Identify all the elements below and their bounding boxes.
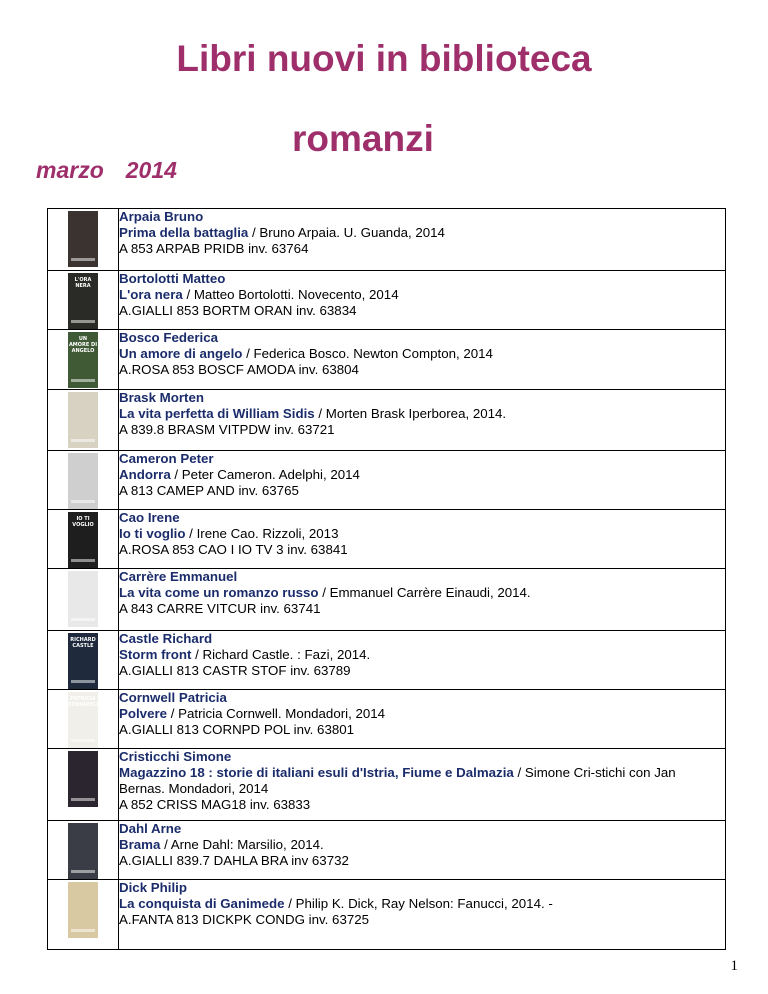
book-cover-image [68, 882, 98, 938]
book-cover-label: L'ORA NERA [74, 277, 92, 289]
book-title-line [119, 467, 725, 483]
book-info-cell [119, 390, 726, 451]
book-cover-cell [48, 451, 119, 510]
book-call-number: A.ROSA 853 CAO I IO TV 3 inv. 63841 [119, 542, 348, 557]
book-cover-label: IO TI VOGLIO [72, 516, 94, 528]
book-cover-label: RICHARD CASTLE [70, 637, 96, 649]
book-cover-image [68, 751, 98, 807]
book-entry-row [48, 390, 726, 451]
book-title-line [119, 526, 725, 542]
section-title: romanzi [292, 118, 434, 159]
book-cover-image [68, 823, 98, 879]
book-title: Andorra [119, 467, 171, 482]
book-author: Bosco Federica [119, 330, 219, 345]
book-list-table [47, 208, 726, 950]
book-info-cell [119, 330, 726, 390]
book-author: Dick Philip [119, 880, 187, 895]
book-call-number: A.GIALLI 853 BORTM ORAN inv. 63834 [119, 303, 357, 318]
book-cover-cell [48, 390, 119, 451]
book-publisher: / Matteo Bortolotti. Novecento, 2014 [182, 287, 399, 302]
book-title: Polvere [119, 706, 168, 721]
book-publisher: / Patricia Cornwell. Mondadori, 2014 [167, 706, 386, 721]
book-cover-image [68, 633, 98, 689]
book-publisher: / Simone Cri-stichi con Jan Bernas. Mondadori, 2014 [119, 765, 676, 796]
book-cover-cell [48, 271, 119, 330]
book-cover-image [68, 512, 98, 568]
issue-date [36, 157, 199, 184]
book-entry-row [48, 209, 726, 271]
book-entry-row [48, 631, 726, 690]
book-cover-cell [48, 209, 119, 271]
book-author: Castle Richard [119, 631, 213, 646]
book-title-line [119, 287, 725, 303]
book-info-cell [119, 821, 726, 880]
book-cover-image [68, 332, 98, 388]
book-entry-row [48, 880, 726, 950]
book-entry-row [48, 330, 726, 390]
book-call-number: A 852 CRISS MAG18 inv. 63833 [119, 797, 311, 812]
book-cover-image [68, 453, 98, 509]
book-cover-cell [48, 330, 119, 390]
book-info-cell [119, 510, 726, 569]
book-author: Cristicchi Simone [119, 749, 232, 764]
book-info-cell [119, 880, 726, 950]
book-title: Io ti voglio [119, 526, 186, 541]
page-number: 1 [730, 958, 738, 974]
book-publisher: / Philip K. Dick, Ray Nelson: Fanucci, 2014. - [284, 896, 553, 911]
book-call-number: A.FANTA 813 DICKPK CONDG inv. 63725 [119, 912, 370, 927]
book-title: Brama [119, 837, 161, 852]
book-entry-row [48, 690, 726, 749]
book-info-cell [119, 631, 726, 690]
book-title: La vita come un romanzo russo [119, 585, 319, 600]
issue-year: 2014 [125, 157, 177, 183]
book-title: Prima della battaglia [119, 225, 249, 240]
book-publisher: / Irene Cao. Rizzoli, 2013 [185, 526, 339, 541]
book-author: Cameron Peter [119, 451, 214, 466]
book-publisher: / Bruno Arpaia. U. Guanda, 2014 [248, 225, 445, 240]
book-title: Un amore di angelo [119, 346, 243, 361]
book-cover-image [68, 692, 98, 748]
book-title-line [119, 225, 725, 241]
book-title: Magazzino 18 : storie di italiani esuli d'Istria, Fiume e Dalmazia [119, 765, 514, 780]
book-publisher: / Arne Dahl: Marsilio, 2014. [160, 837, 324, 852]
book-call-number: A.GIALLI 813 CASTR STOF inv. 63789 [119, 663, 351, 678]
book-call-number: A 839.8 BRASM VITPDW inv. 63721 [119, 422, 335, 437]
book-info-cell [119, 569, 726, 631]
book-entry-row [48, 569, 726, 631]
book-author: Brask Morten [119, 390, 204, 405]
book-cover-image [68, 273, 98, 329]
book-cover-cell [48, 690, 119, 749]
book-publisher: / Federica Bosco. Newton Compton, 2014 [242, 346, 493, 361]
book-publisher: / Morten Brask Iperborea, 2014. [314, 406, 507, 421]
book-cover-image [68, 392, 98, 448]
book-title-line [119, 765, 725, 797]
book-publisher: / Richard Castle. : Fazi, 2014. [191, 647, 371, 662]
book-call-number: A.GIALLI 813 CORNPD POL inv. 63801 [119, 722, 355, 737]
book-title-line [119, 896, 725, 912]
book-info-cell [119, 451, 726, 510]
book-publisher: / Emmanuel Carrère Einaudi, 2014. [318, 585, 531, 600]
issue-month: marzo [36, 157, 104, 183]
book-title-line [119, 647, 725, 663]
book-entry-row [48, 749, 726, 821]
page-title: Libri nuovi in biblioteca [176, 38, 592, 79]
book-title-line [119, 585, 725, 601]
book-entry-row [48, 271, 726, 330]
book-entry-row [48, 510, 726, 569]
book-author: Cornwell Patricia [119, 690, 227, 705]
book-call-number: A.ROSA 853 BOSCF AMODA inv. 63804 [119, 362, 359, 377]
book-author: Dahl Arne [119, 821, 182, 836]
book-call-number: A 843 CARRE VITCUR inv. 63741 [119, 601, 321, 616]
book-cover-label: UN AMORE DI ANGELO [68, 336, 98, 354]
book-author: Carrère Emmanuel [119, 569, 238, 584]
book-entry-row [48, 451, 726, 510]
book-author: Cao Irene [119, 510, 180, 525]
book-info-cell [119, 209, 726, 271]
book-call-number: A 853 ARPAB PRIDB inv. 63764 [119, 241, 309, 256]
book-author: Arpaia Bruno [119, 209, 204, 224]
book-cover-cell [48, 749, 119, 821]
book-cover-cell [48, 510, 119, 569]
book-cover-cell [48, 880, 119, 950]
book-title: La vita perfetta di William Sidis [119, 406, 315, 421]
book-entry-row [48, 821, 726, 880]
book-cover-label: PATRICIA CORNWELL [68, 696, 100, 708]
book-title: La conquista di Ganimede [119, 896, 285, 911]
book-title: Storm front [119, 647, 192, 662]
book-info-cell [119, 271, 726, 330]
book-author: Bortolotti Matteo [119, 271, 226, 286]
book-info-cell [119, 749, 726, 821]
book-title-line [119, 406, 725, 422]
book-cover-image [68, 211, 98, 267]
book-title-line [119, 837, 725, 853]
book-call-number: A 813 CAMEP AND inv. 63765 [119, 483, 299, 498]
book-call-number: A.GIALLI 839.7 DAHLA BRA inv 63732 [119, 853, 349, 868]
book-cover-cell [48, 821, 119, 880]
book-cover-cell [48, 631, 119, 690]
book-info-cell [119, 690, 726, 749]
book-title-line [119, 346, 725, 362]
book-cover-cell [48, 569, 119, 631]
book-title-line [119, 706, 725, 722]
book-cover-image [68, 571, 98, 627]
book-publisher: / Peter Cameron. Adelphi, 2014 [170, 467, 360, 482]
book-title: L'ora nera [119, 287, 183, 302]
